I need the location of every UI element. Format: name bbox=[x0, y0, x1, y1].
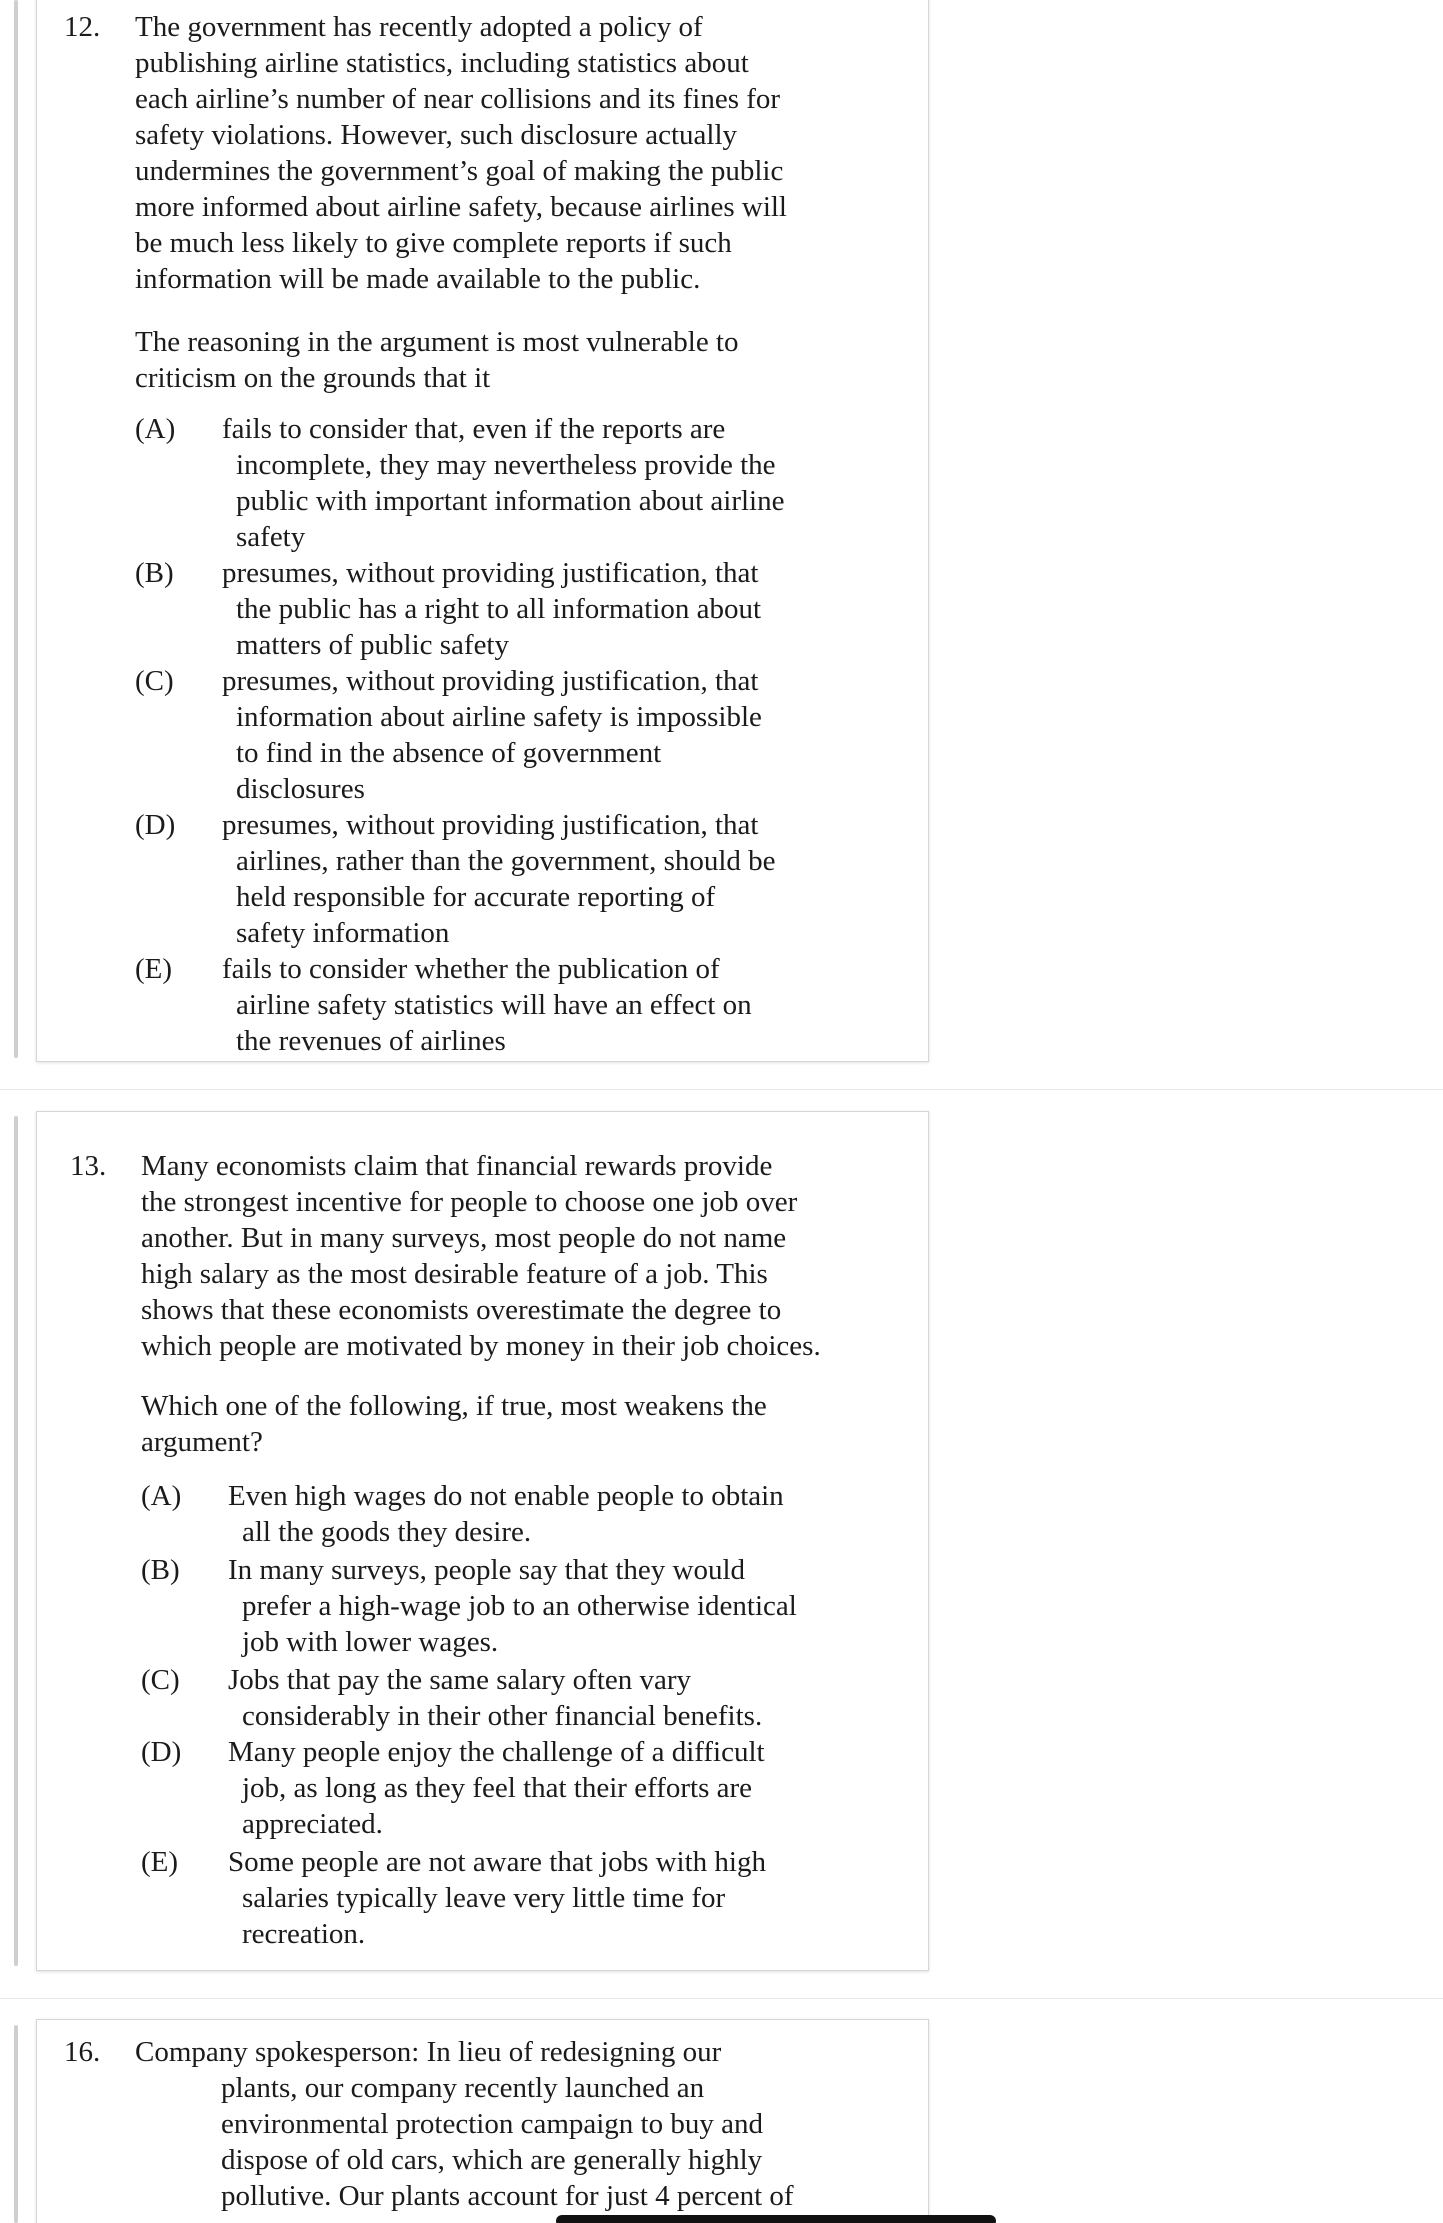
question-stem bbox=[135, 324, 739, 396]
option-line: presumes, without providing justification, that bbox=[222, 557, 759, 589]
stimulus-line: Many economists claim that financial rewards provide bbox=[141, 1150, 773, 1182]
option-letter: (A) bbox=[135, 413, 176, 445]
stem-line: Which one of the following, if true, most weakens the bbox=[141, 1390, 767, 1422]
option-line: airlines, rather than the government, should be bbox=[236, 845, 776, 877]
option-line: appreciated. bbox=[242, 1808, 383, 1840]
stimulus-line: another. But in many surveys, most people do not name bbox=[141, 1222, 787, 1254]
option-line: public with important information about airline bbox=[236, 485, 785, 517]
option-line: to find in the absence of government bbox=[236, 737, 662, 769]
divider bbox=[0, 1998, 1443, 1999]
stimulus-line: each airline’s number of near collisions and its fines for bbox=[135, 83, 781, 115]
option-letter: (A) bbox=[141, 1480, 182, 1512]
option-line: Some people are not aware that jobs with high bbox=[228, 1846, 766, 1878]
option-line: Many people enjoy the challenge of a difficult bbox=[228, 1736, 765, 1768]
option-line: salaries typically leave very little time for bbox=[242, 1882, 726, 1914]
stimulus-line: more informed about airline safety, because airlines will bbox=[135, 191, 787, 223]
option-letter: (C) bbox=[141, 1664, 180, 1696]
option-line: Even high wages do not enable people to obtain bbox=[228, 1480, 784, 1512]
option-letter: (C) bbox=[135, 665, 174, 697]
option-line: the revenues of airlines bbox=[236, 1025, 506, 1057]
question-card-12 bbox=[36, 0, 929, 1062]
question-stem bbox=[141, 1388, 767, 1460]
question-card-13 bbox=[36, 1111, 929, 1971]
stimulus-first-line: Company spokesperson: In lieu of redesigning our bbox=[135, 2036, 722, 2068]
option-line: safety bbox=[236, 521, 306, 553]
option-line: incomplete, they may nevertheless provide the bbox=[236, 449, 776, 481]
option-line: airline safety statistics will have an effect on bbox=[236, 989, 752, 1021]
stimulus-line: shows that these economists overestimate the degree to bbox=[141, 1294, 782, 1326]
option-line: presumes, without providing justification, that bbox=[222, 809, 759, 841]
option-line: all the goods they desire. bbox=[242, 1516, 532, 1548]
stimulus bbox=[135, 9, 787, 297]
question-number: 16. bbox=[64, 2036, 101, 2068]
stimulus-line: high salary as the most desirable feature of a job. This bbox=[141, 1258, 768, 1290]
option-line: job, as long as they feel that their efforts are bbox=[242, 1772, 753, 1804]
left-accent-bar-q16 bbox=[14, 2025, 18, 2223]
question-number: 13. bbox=[70, 1150, 107, 1182]
stem-line: argument? bbox=[141, 1426, 263, 1458]
option-line: disclosures bbox=[236, 773, 365, 805]
left-accent-bar-q12 bbox=[14, 0, 18, 1058]
stimulus-line: be much less likely to give complete reports if such bbox=[135, 227, 732, 259]
question-number: 12. bbox=[64, 11, 101, 43]
option-line: In many surveys, people say that they would bbox=[228, 1554, 746, 1586]
divider bbox=[0, 1089, 1443, 1090]
option-line: prefer a high-wage job to an otherwise identical bbox=[242, 1590, 797, 1622]
option-letter: (E) bbox=[141, 1846, 179, 1878]
stimulus bbox=[141, 1148, 821, 1364]
option-line: presumes, without providing justification, that bbox=[222, 665, 759, 697]
stimulus-line: information will be made available to the public. bbox=[135, 263, 701, 295]
stem-line: The reasoning in the argument is most vulnerable to bbox=[135, 326, 739, 358]
option-line: fails to consider whether the publication of bbox=[222, 953, 720, 985]
stimulus-line: which people are motivated by money in their job choices. bbox=[141, 1330, 821, 1362]
stimulus-line: safety violations. However, such disclosure actually bbox=[135, 119, 738, 151]
left-accent-bar-q13 bbox=[14, 1116, 18, 1966]
option-line: job with lower wages. bbox=[242, 1626, 499, 1658]
stimulus-continuation bbox=[221, 2070, 794, 2214]
stimulus-line: the strongest incentive for people to choose one job over bbox=[141, 1186, 798, 1218]
option-line: Jobs that pay the same salary often vary bbox=[228, 1664, 692, 1696]
option-letter: (B) bbox=[135, 557, 174, 589]
stimulus-line: The government has recently adopted a policy of bbox=[135, 11, 703, 43]
stimulus-line: dispose of old cars, which are generally highly bbox=[221, 2144, 763, 2176]
option-letter: (B) bbox=[141, 1554, 180, 1586]
option-line: matters of public safety bbox=[236, 629, 509, 661]
option-line: safety information bbox=[236, 917, 450, 949]
option-line: considerably in their other financial benefits. bbox=[242, 1700, 763, 1732]
stimulus-line: pollutive. Our plants account for just 4 percent of bbox=[221, 2180, 794, 2212]
option-letter: (D) bbox=[135, 809, 176, 841]
redaction-bar bbox=[556, 2215, 996, 2223]
stimulus-line: publishing airline statistics, including statistics about bbox=[135, 47, 749, 79]
stimulus-line: undermines the government’s goal of making the public bbox=[135, 155, 784, 187]
option-letter: (D) bbox=[141, 1736, 182, 1768]
question-card-16 bbox=[36, 2019, 929, 2223]
option-line: information about airline safety is impossible bbox=[236, 701, 762, 733]
option-line: the public has a right to all information about bbox=[236, 593, 762, 625]
option-letter: (E) bbox=[135, 953, 173, 985]
option-line: recreation. bbox=[242, 1918, 366, 1950]
option-line: fails to consider that, even if the reports are bbox=[222, 413, 726, 445]
stimulus-line: environmental protection campaign to buy and bbox=[221, 2108, 763, 2140]
stimulus-line: plants, our company recently launched an bbox=[221, 2072, 705, 2104]
option-line: held responsible for accurate reporting of bbox=[236, 881, 716, 913]
stem-line: criticism on the grounds that it bbox=[135, 362, 491, 394]
